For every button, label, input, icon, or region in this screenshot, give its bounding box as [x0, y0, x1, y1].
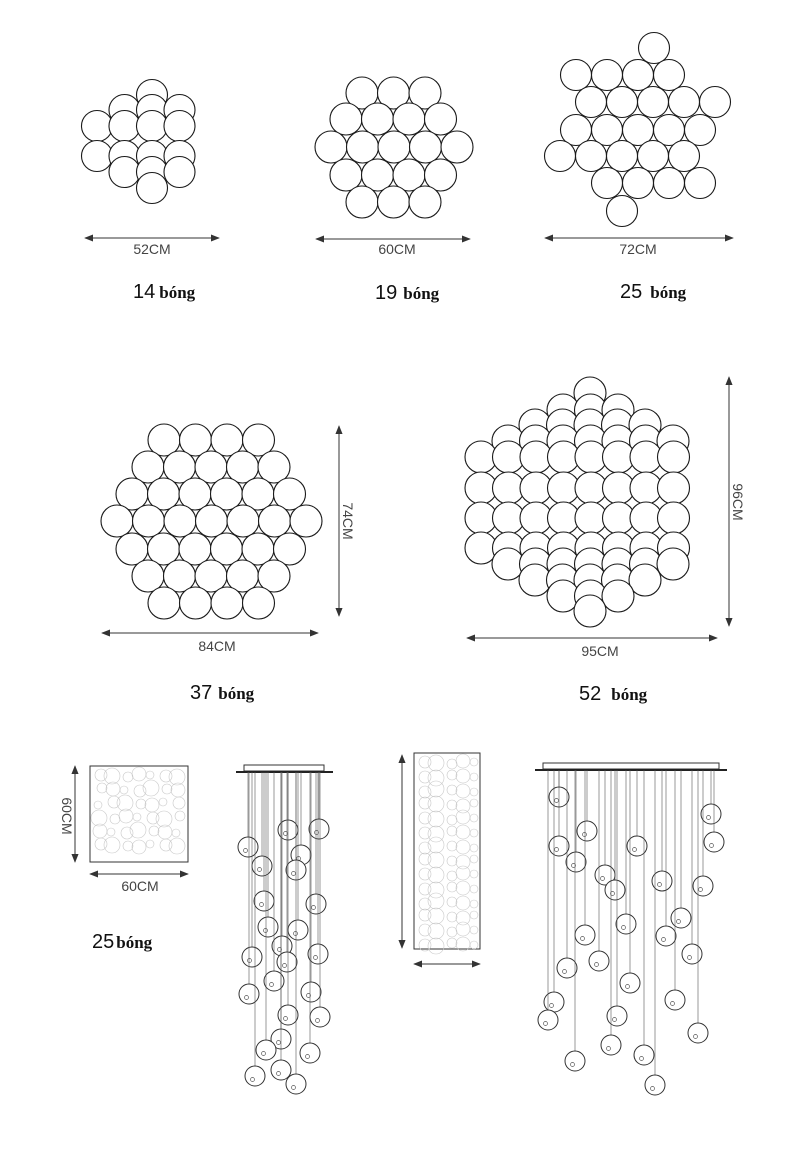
- model-25-ball-8: [638, 87, 669, 118]
- rect-pendant-ball-3: [577, 821, 597, 841]
- model-19-ball-8: [315, 131, 347, 163]
- rect-pendant-ball-23: [607, 1006, 627, 1026]
- model-25-ball-20: [669, 141, 700, 172]
- rect-pendant-ball-10: [605, 880, 625, 900]
- model-14-ball-15: [164, 157, 195, 188]
- square-pendant-ball-17: [301, 982, 321, 1002]
- rect-pendant-ball-15: [656, 926, 676, 946]
- square-pendant-ball-10: [288, 920, 308, 940]
- model-14-count: 14: [133, 281, 156, 303]
- model-14-ball-16: [137, 173, 168, 204]
- model-19-caption: [375, 282, 440, 304]
- model-19-ball-9: [347, 131, 379, 163]
- pendant-square-count: 25: [92, 931, 115, 953]
- model-52-count: 52: [579, 683, 602, 705]
- model-25-ball-9: [669, 87, 700, 118]
- model-25-ball-5: [654, 60, 685, 91]
- rect-pendant-ball-25: [601, 1035, 621, 1055]
- model-25-ball-6: [576, 87, 607, 118]
- model-14-caption: [133, 281, 196, 303]
- model-52-ball-63: [602, 580, 634, 612]
- rect-pendant-ball-27: [565, 1051, 585, 1071]
- model-25-caption: [620, 281, 687, 303]
- model-19-unit: bóng: [403, 284, 440, 303]
- model-14-ball-7: [137, 111, 168, 142]
- model-52-ball-32: [658, 472, 690, 504]
- square-canopy-elevation: [244, 765, 324, 771]
- model-25-width-label: 72CM: [619, 241, 657, 257]
- square-pendant-ball-13: [277, 952, 297, 972]
- model-37-count: 37: [190, 682, 213, 704]
- rect-pendant-ball-20: [544, 992, 564, 1012]
- model-14-ball-8: [164, 111, 195, 142]
- model-25-ball-24: [685, 168, 716, 199]
- model-37-width-label: 84CM: [198, 638, 236, 654]
- model-19-ball-12: [441, 131, 473, 163]
- rect-pendant-ball-18: [589, 951, 609, 971]
- model-37-ball-21: [259, 505, 291, 537]
- model-25-ball-25: [607, 196, 638, 227]
- square-pendant-ball-8: [306, 894, 326, 914]
- rect-pendant-ball-26: [634, 1045, 654, 1065]
- pendant-square-diagram: [59, 766, 188, 953]
- model-52-caption: [579, 683, 648, 705]
- rect-pendant-ball-28: [645, 1075, 665, 1095]
- square-pendant-balls: [238, 772, 330, 1094]
- model-52-ball-55: [657, 548, 689, 580]
- model-19-ball-18: [378, 186, 410, 218]
- square-pendant-ball-25: [286, 1074, 306, 1094]
- model-14-diagram: [82, 80, 220, 304]
- square-width-label: 60CM: [121, 878, 159, 894]
- model-37-height-label: 74CM: [340, 502, 356, 540]
- model-37-ball-17: [133, 505, 165, 537]
- model-25-ball-2: [561, 60, 592, 91]
- model-52-ball-40: [658, 502, 690, 534]
- model-19-ball-11: [410, 131, 442, 163]
- model-25-count: 25: [620, 281, 643, 303]
- model-52-diagram: [465, 377, 746, 705]
- rect-pendant-ball-22: [538, 1010, 558, 1030]
- model-19-ball-19: [409, 186, 441, 218]
- model-14-ball-9: [82, 141, 113, 172]
- model-25-ball-4: [623, 60, 654, 91]
- model-37-ball-34: [148, 587, 180, 619]
- model-37-diagram: [101, 424, 356, 704]
- model-14-width-label: 52CM: [133, 241, 171, 257]
- model-19-ball-4: [330, 103, 362, 135]
- rect-pendant-ball-2: [701, 804, 721, 824]
- rect-pendant-ball-24: [688, 1023, 708, 1043]
- model-19-diagram: [315, 77, 473, 304]
- model-25-ball-19: [638, 141, 669, 172]
- model-52-height-label: 96CM: [730, 483, 746, 521]
- square-pendant-ball-19: [310, 1007, 330, 1027]
- model-25-ball-10: [700, 87, 731, 118]
- model-14-ball-cluster: [82, 80, 196, 204]
- model-52-ball-24: [658, 441, 690, 473]
- model-19-width-label: 60CM: [378, 241, 416, 257]
- square-pendant-ball-24: [271, 1060, 291, 1080]
- rect-pendant-ball-19: [620, 973, 640, 993]
- rect-pendant-ball-6: [704, 832, 724, 852]
- rect-pendant-ball-17: [557, 958, 577, 978]
- pendant-rect-elevation: [535, 763, 727, 1095]
- model-25-ball-16: [545, 141, 576, 172]
- square-pendant-ball-16: [239, 984, 259, 1004]
- model-52-unit: bóng: [611, 685, 648, 704]
- model-37-ball-37: [243, 587, 275, 619]
- model-19-ball-10: [378, 131, 410, 163]
- model-52-width-label: 95CM: [581, 643, 619, 659]
- square-pendant-ball-9: [258, 917, 278, 937]
- rect-pendant-ball-13: [671, 908, 691, 928]
- pendant-square-caption: [92, 931, 153, 953]
- model-25-ball-cluster: [545, 33, 731, 227]
- model-25-diagram: [545, 33, 734, 304]
- rect-pendant-ball-4: [549, 836, 569, 856]
- square-pendant-ball-23: [245, 1066, 265, 1086]
- model-19-ball-cluster: [315, 77, 473, 218]
- square-pendant-ball-12: [242, 947, 262, 967]
- model-25-ball-7: [607, 87, 638, 118]
- model-37-ball-35: [180, 587, 212, 619]
- model-52-ball-64: [574, 595, 606, 627]
- square-pendant-ball-7: [254, 891, 274, 911]
- model-25-ball-3: [592, 60, 623, 91]
- rect-pendant-ball-7: [566, 852, 586, 872]
- model-25-ball-17: [576, 141, 607, 172]
- rect-pendant-ball-16: [682, 944, 702, 964]
- model-25-ball-21: [592, 168, 623, 199]
- model-37-ball-16: [101, 505, 133, 537]
- square-pendant-ball-3: [309, 819, 329, 839]
- rect-pendant-ball-11: [693, 876, 713, 896]
- model-37-caption: [190, 682, 255, 704]
- model-19-ball-7: [425, 103, 457, 135]
- model-25-ball-18: [607, 141, 638, 172]
- model-52-ball-cluster: [465, 377, 690, 627]
- model-25-ball-1: [639, 33, 670, 64]
- pendant-square-elevation: [236, 765, 333, 1094]
- model-37-ball-18: [164, 505, 196, 537]
- model-19-ball-6: [393, 103, 425, 135]
- rect-pendant-ball-12: [616, 914, 636, 934]
- rect-pendant-ball-21: [665, 990, 685, 1010]
- square-height-label: 60CM: [59, 797, 75, 835]
- pendant-square-unit: bóng: [116, 933, 153, 952]
- model-37-ball-22: [290, 505, 322, 537]
- rect-pendant-ball-14: [575, 925, 595, 945]
- model-25-ball-22: [623, 168, 654, 199]
- model-19-ball-17: [346, 186, 378, 218]
- model-37-ball-36: [211, 587, 243, 619]
- model-19-ball-5: [362, 103, 394, 135]
- model-14-ball-6: [109, 111, 140, 142]
- model-14-ball-5: [82, 111, 113, 142]
- model-14-unit: bóng: [159, 283, 196, 302]
- model-25-ball-23: [654, 168, 685, 199]
- model-19-count: 19: [375, 282, 398, 304]
- square-pendant-ball-22: [300, 1043, 320, 1063]
- rect-pendant-balls: [538, 770, 724, 1095]
- model-25-unit: bóng: [650, 283, 687, 302]
- pendant-rect-diagram: [402, 753, 480, 964]
- model-37-ball-20: [227, 505, 259, 537]
- model-37-ball-cluster: [101, 424, 322, 619]
- square-pendant-ball-21: [256, 1040, 276, 1060]
- model-37-unit: bóng: [218, 684, 255, 703]
- model-37-ball-19: [196, 505, 228, 537]
- rect-canopy-elevation: [543, 763, 719, 769]
- model-14-ball-13: [109, 157, 140, 188]
